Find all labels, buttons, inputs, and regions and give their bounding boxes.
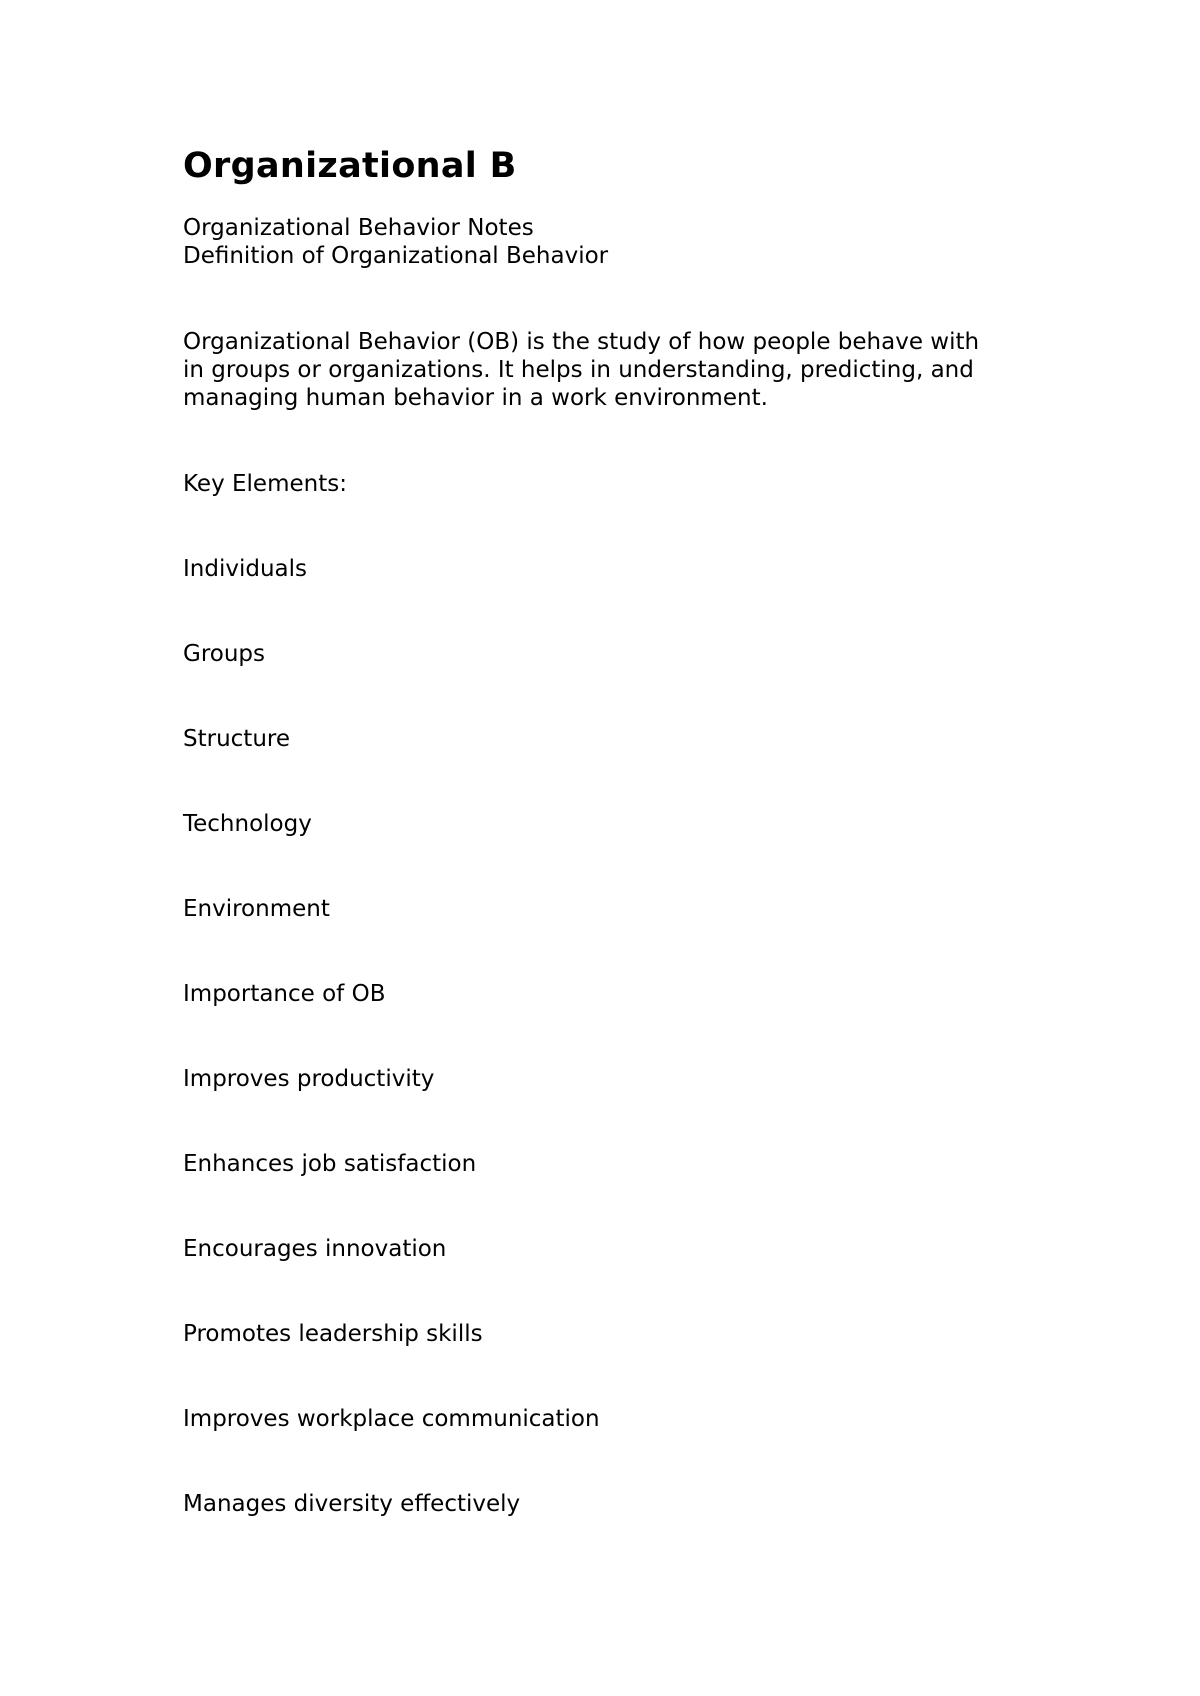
- list-item-structure: Structure: [183, 726, 290, 752]
- list-item-key-elements: Key Elements:: [183, 471, 347, 497]
- notes-heading: Organizational Behavior Notes: [183, 215, 534, 241]
- notes-list: [183, 470, 1083, 1518]
- list-item-improves-productivity: Improves productivity: [183, 1066, 435, 1092]
- list-item-manages-diversity: Manages diversity effectively: [183, 1491, 521, 1517]
- list-item-improves-workplace-communication: Improves workplace communication: [183, 1406, 600, 1432]
- list-item-groups: Groups: [183, 641, 266, 667]
- list-item-promotes-leadership-skills: Promotes leadership skills: [183, 1321, 483, 1347]
- list-item-technology: Technology: [183, 811, 312, 837]
- definition-heading: Definition of Organizational Behavior: [183, 243, 609, 269]
- list-item-individuals: Individuals: [183, 556, 307, 582]
- list-item-importance-of-ob: Importance of OB: [183, 981, 386, 1007]
- definition-line: managing human behavior in a work environment.: [183, 385, 768, 411]
- definition-paragraph: [183, 328, 1083, 412]
- document-content: [183, 142, 1083, 1575]
- list-item-environment: Environment: [183, 896, 330, 922]
- list-item-enhances-job-satisfaction: Enhances job satisfaction: [183, 1151, 477, 1177]
- document-title: Organizational B: [183, 146, 517, 186]
- definition-line: in groups or organizations. It helps in understanding, predicting, and: [183, 357, 974, 383]
- list-item-encourages-innovation: Encourages innovation: [183, 1236, 447, 1262]
- subtitle-block: [183, 214, 1083, 270]
- definition-line: Organizational Behavior (OB) is the study of how people behave with: [183, 329, 980, 355]
